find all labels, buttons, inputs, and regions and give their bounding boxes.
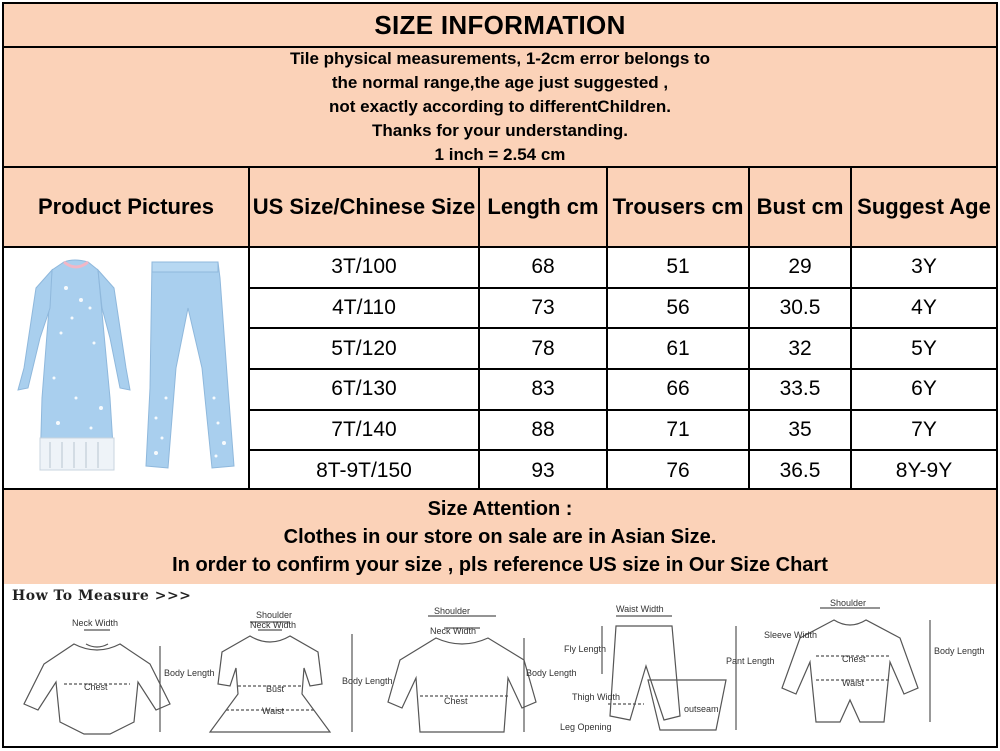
size-table: [4, 168, 996, 492]
body-length-label: Body Length: [526, 668, 577, 678]
table-cell: 71: [607, 410, 749, 451]
pant-length-label: Pant Length: [726, 656, 775, 666]
chest-label: Chest: [84, 682, 108, 692]
attention-line: In order to confirm your size , pls reference US size in Our Size Chart: [172, 554, 828, 576]
table-cell: 7Y: [851, 410, 996, 451]
chest-label: Chest: [842, 654, 866, 664]
product-image: [6, 248, 246, 484]
body-length-label: Body Length: [164, 668, 215, 678]
measure-diagrams: [4, 598, 996, 746]
col-header: Suggest Age: [851, 168, 996, 247]
shoulder-label: Shoulder: [830, 598, 867, 608]
col-header: Product Pictures: [4, 168, 249, 247]
neck-width-label: Neck Width: [72, 618, 119, 628]
table-cell: 66: [607, 369, 749, 410]
page-title: SIZE INFORMATION: [4, 4, 996, 48]
intro-note: [4, 48, 996, 168]
intro-line: Tile physical measurements, 1-2cm error belongs to: [289, 49, 711, 68]
sleeve-width-label: Sleeve Width: [764, 630, 818, 640]
table-cell: 76: [607, 450, 749, 491]
table-cell: 7T/140: [249, 410, 479, 451]
romper-diagram: [782, 608, 930, 722]
table-cell: 36.5: [749, 450, 851, 491]
table-cell: 5Y: [851, 328, 996, 369]
shoulder-label: Shoulder: [434, 606, 471, 616]
table-cell: 56: [607, 288, 749, 329]
chest-label: Chest: [444, 696, 468, 706]
shoulder-label: Shoulder: [256, 610, 293, 620]
body-length-label: Body Length: [342, 676, 393, 686]
intro-line: not exactly according to differentChildren.: [329, 97, 671, 116]
col-header: Bust cm: [749, 168, 851, 247]
body-length-label: Body Length: [934, 646, 985, 656]
table-cell: 78: [479, 328, 607, 369]
neck-width-label: Neck Width: [430, 626, 477, 636]
attention-title: Size Attention :: [427, 498, 573, 520]
outseam-label: outseam: [684, 704, 719, 714]
table-row: [4, 247, 996, 288]
table-cell: 3T/100: [249, 247, 479, 288]
table-cell: 5T/120: [249, 328, 479, 369]
table-cell: 8T-9T/150: [249, 450, 479, 491]
waist-width-label: Waist Width: [616, 604, 664, 614]
intro-line: the normal range,the age just suggested ,: [331, 73, 669, 92]
waist-label: Waist: [262, 706, 285, 716]
waist-label: Waist: [842, 678, 865, 688]
table-cell: 4Y: [851, 288, 996, 329]
table-cell: 68: [479, 247, 607, 288]
attention-line: Clothes in our store on sale are in Asian Size.: [283, 526, 717, 548]
trousers-image: [146, 262, 234, 468]
table-cell: 32: [749, 328, 851, 369]
size-chart: [2, 2, 998, 748]
intro-line: Thanks for your understanding.: [372, 121, 628, 140]
intro-line: 1 inch = 2.54 cm: [434, 145, 566, 164]
col-header: Length cm: [479, 168, 607, 247]
how-to-measure-heading: How To Measure >>>: [12, 588, 192, 604]
dress-image: [18, 260, 130, 470]
bust-label: Bust: [266, 684, 285, 694]
fly-length-label: Fly Length: [564, 644, 607, 654]
table-cell: 3Y: [851, 247, 996, 288]
leg-opening-label: Leg Opening: [560, 722, 612, 732]
table-cell: 29: [749, 247, 851, 288]
thigh-width-label: Thigh Width: [572, 692, 621, 702]
col-header: US Size/Chinese Size: [249, 168, 479, 247]
how-to-measure: [4, 584, 996, 746]
table-cell: 30.5: [749, 288, 851, 329]
size-attention: [4, 488, 996, 584]
table-cell: 6Y: [851, 369, 996, 410]
product-pictures: [4, 247, 249, 491]
table-cell: 4T/110: [249, 288, 479, 329]
table-cell: 73: [479, 288, 607, 329]
table-cell: 61: [607, 328, 749, 369]
table-cell: 8Y-9Y: [851, 450, 996, 491]
table-cell: 93: [479, 450, 607, 491]
table-cell: 83: [479, 369, 607, 410]
neck-width-label: Neck Width: [250, 620, 297, 630]
table-cell: 51: [607, 247, 749, 288]
table-header-row: [4, 168, 996, 247]
col-header: Trousers cm: [607, 168, 749, 247]
table-cell: 6T/130: [249, 369, 479, 410]
table-cell: 33.5: [749, 369, 851, 410]
table-cell: 35: [749, 410, 851, 451]
table-cell: 88: [479, 410, 607, 451]
